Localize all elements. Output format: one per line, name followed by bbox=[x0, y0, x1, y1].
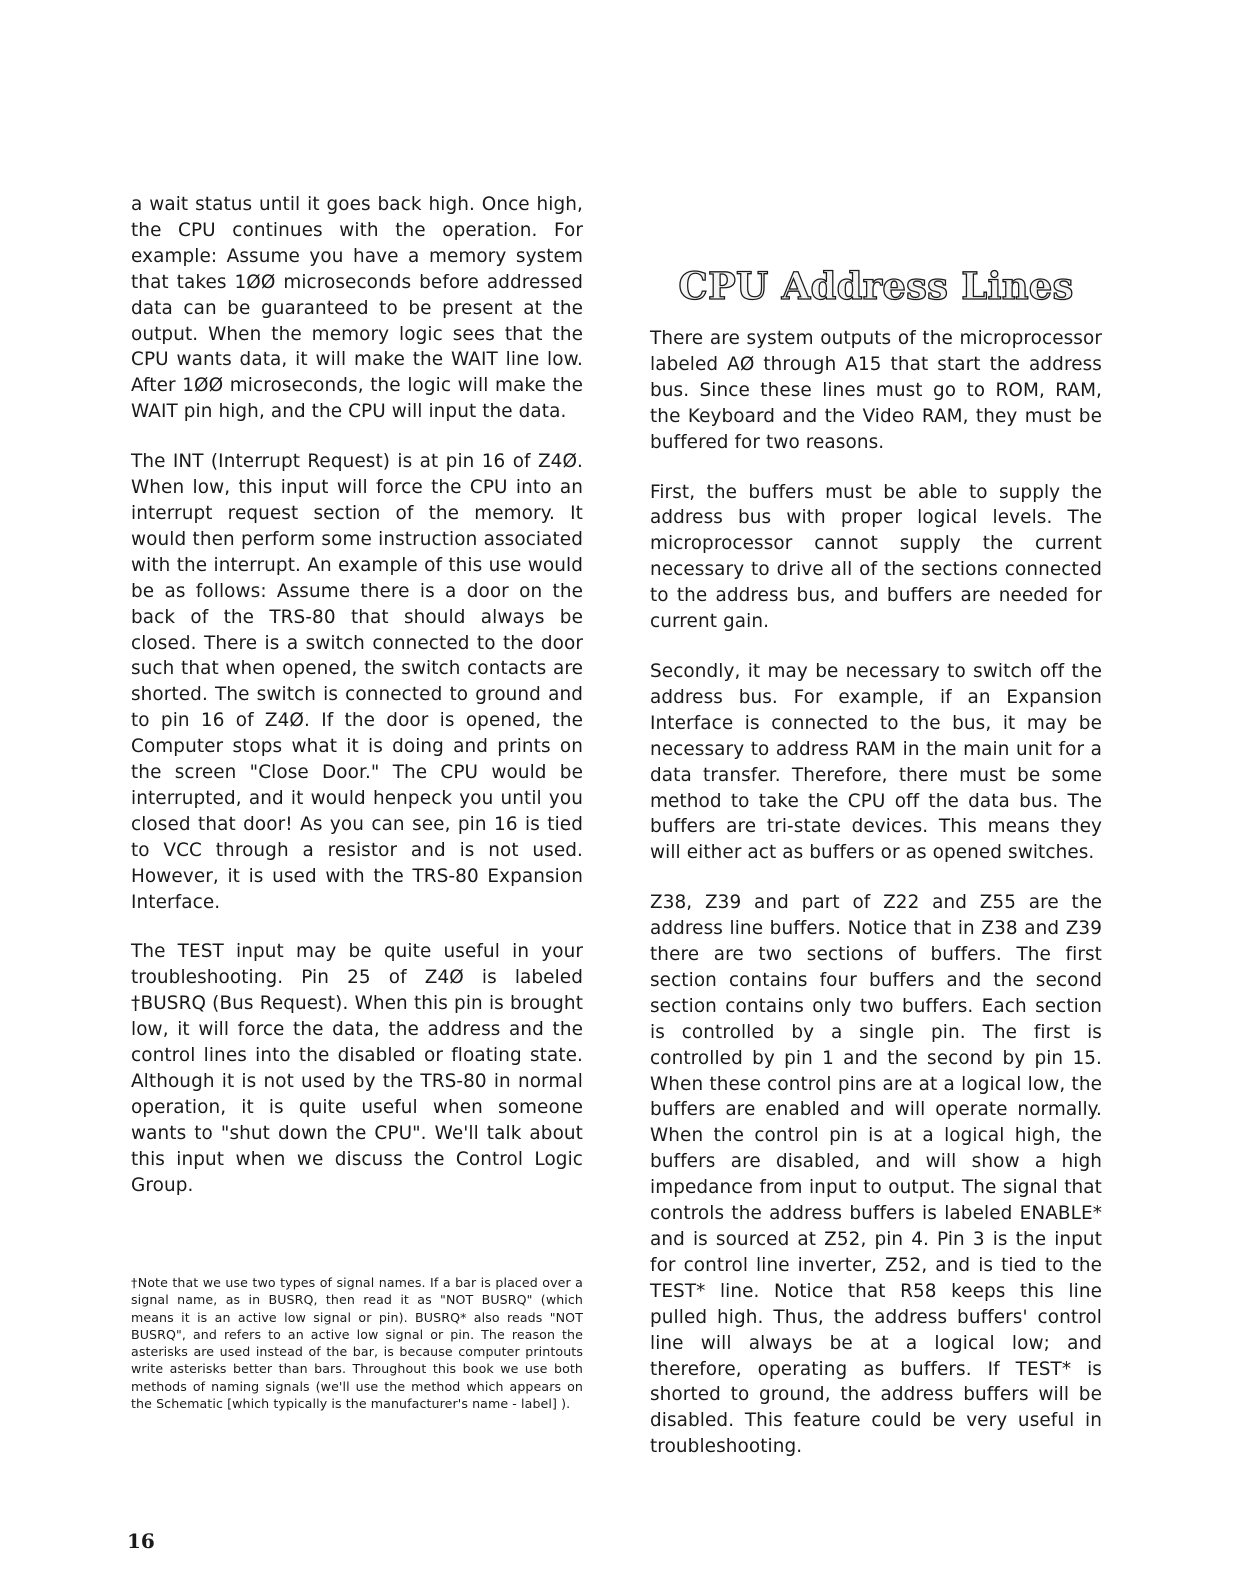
left-paragraph-3: The TEST input may be quite useful in your troubleshooting. Pin 25 of Z4Ø is labeled †BUSRQ (Bus Request). When this pin is brought low, it will force the data, the address and the control lines into the disabled or floating state. Although it is not used by the TRS-80 in normal operation, it is quite useful when someone wants to "shut down the CPU". We'll talk about this input when we discuss the Control Logic Group. bbox=[131, 941, 583, 1196]
left-paragraph-2: The INT (Interrupt Request) is at pin 16 of Z4Ø. When low, this input will force the CPU into an interrupt request section of the memory. It would then perform some instruction associated with the interrupt. An example of this use would be as follows: Assume there is a door on the back of the TRS-80 that should always be closed. There is a switch connected to the door such that when opened, the switch contacts are shorted. The switch is connected to ground and to pin 16 of Z4Ø. If the door is opened, the Computer stops what it is doing and prints on the screen "Close Door." The CPU would be interrupted, and it would henpeck you until you closed that door! As you can see, pin 16 is tied to VCC through a resistor and is not used. However, it is used with the TRS-80 Expansion Interface. bbox=[131, 451, 583, 913]
left-column bbox=[131, 192, 583, 1223]
right-paragraph-1: There are system outputs of the microprocessor labeled AØ through A15 that start the address bus. Since these lines must go to ROM, RAM, the Keyboard and the Video RAM, they must be buffered for two reasons. bbox=[650, 328, 1102, 453]
footnote: †Note that we use two types of signal names. If a bar is placed over a signal name, as in BUSRQ, then read it as "NOT BUSRQ" (which means it is an active low signal or pin). BUSRQ* also reads "NOT BUSRQ", and refers to an active low signal or pin. The reason the asterisks are used instead of the bar, is because computer printouts write asterisks better than bars. Throughout this book we use both methods of naming signals (we'll use the method which appears on the Schematic [which typically is the manufacturer's name - label] ). bbox=[131, 1275, 583, 1412]
right-paragraph-4: Z38, Z39 and part of Z22 and Z55 are the address line buffers. Notice that in Z38 and Z39 there are two sections of buffers. The first section contains four buffers and the second section contains only two buffers. Each section is controlled by a single pin. The first is controlled by pin 1 and the second by pin 15. When these control pins are at a logical low, the buffers are enabled and will operate normally. When the control pin is at a logical high, the buffers are disabled, and will show a high impedance from input to output. The signal that controls the address buffers is labeled ENABLE* and is sourced at Z52, pin 4. Pin 3 is the input for control line inverter, Z52, and is tied to the TEST* line. Notice that R58 keeps this line pulled high. Thus, the address buffers' control line will always be at a logical low; and therefore, operating as buffers. If TEST* is shorted to ground, the address buffers will be disabled. This feature could be very useful in troubleshooting. bbox=[650, 892, 1102, 1458]
right-column bbox=[650, 326, 1102, 1484]
right-paragraph-2: First, the buffers must be able to supply the address bus with proper logical levels. The microprocessor cannot supply the current necessary to drive all of the sections connected to the address bus, and buffers are needed for current gain. bbox=[650, 481, 1102, 633]
left-paragraph-1: a wait status until it goes back high. Once high, the CPU continues with the operation. For example: Assume you have a memory system that takes 1ØØ microseconds before addressed data can be guaranteed to be present at the output. When the memory logic sees that the CPU wants data, it will make the WAIT line low. After 1ØØ microseconds, the logic will make the WAIT pin high, and the CPU will input the data. bbox=[131, 194, 583, 423]
right-paragraph-3: Secondly, it may be necessary to switch off the address bus. For example, if an Expansion Interface is connected to the bus, it may be necessary to address RAM in the main unit for a data transfer. Therefore, there must be some method to take the CPU off the data bus. The buffers are tri-state devices. This means they will either act as buffers or as opened switches. bbox=[650, 660, 1102, 864]
page-number: 16 bbox=[127, 1529, 155, 1553]
section-heading: CPU Address Lines bbox=[678, 264, 1074, 308]
